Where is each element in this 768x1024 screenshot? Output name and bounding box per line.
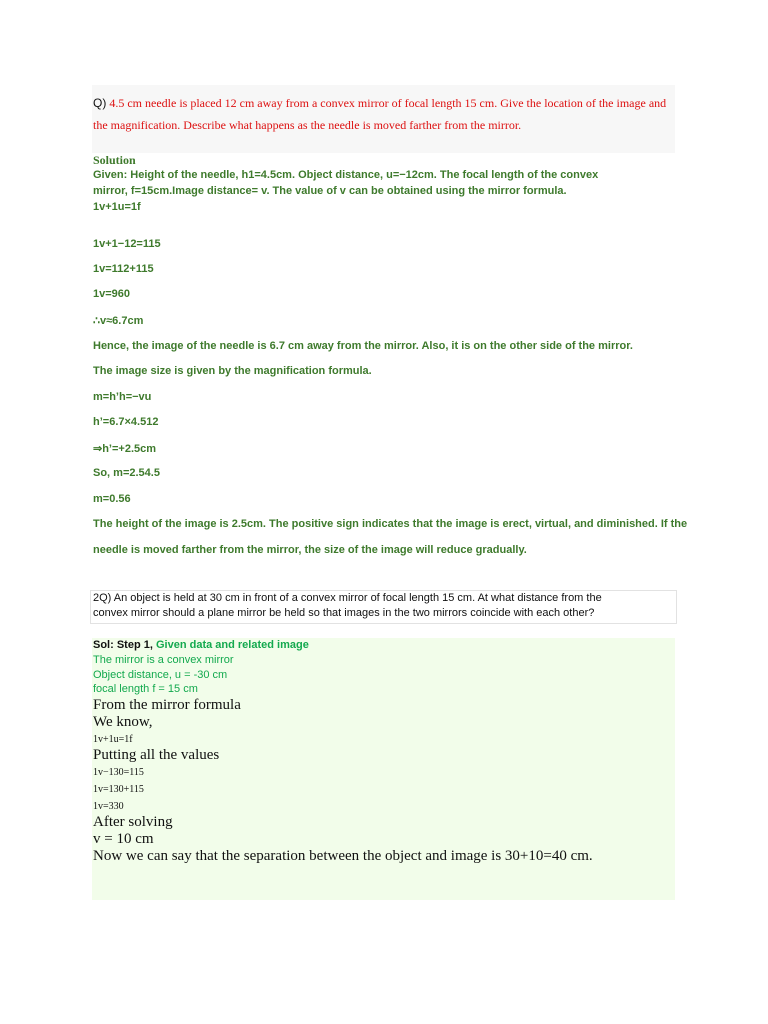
solution1-conclusion-line2: needle is moved farther from the mirror, the size of the image will reduce gradually. xyxy=(93,544,527,556)
question1-prefix: Q) xyxy=(93,96,107,110)
solution2-final: Now we can say that the separation between the object and image is 30+10=40 cm. xyxy=(93,848,593,864)
solution2-given3: focal length f = 15 cm xyxy=(93,683,198,695)
solution2-eq3: 1v=130+115 xyxy=(93,784,144,795)
solution2-mirror-formula: From the mirror formula xyxy=(93,697,241,713)
solution1-step3: 1v=960 xyxy=(93,288,131,300)
solution1-step2: 1v=112+115 xyxy=(93,263,154,275)
solution1-title: Solution xyxy=(93,153,136,167)
solution1-hence: Hence, the image of the needle is 6.7 cm away from the mirror. Also, it is on the other side of the mirror. xyxy=(93,340,633,352)
solution1-step4: ∴v≈6.7cm xyxy=(93,315,144,327)
solution2-after: After solving xyxy=(93,814,173,830)
solution2-given2: Object distance, u = -30 cm xyxy=(93,669,228,681)
solution1-conclusion-line1: The height of the image is 2.5cm. The positive sign indicates that the image is erect, virtual, and diminished. If the xyxy=(93,518,688,530)
solution1-mag3: ⇒h’=+2.5cm xyxy=(93,443,157,455)
solution2-step: Step 1, xyxy=(116,639,153,651)
solution2-given1: The mirror is a convex mirror xyxy=(93,654,234,666)
solution1-mag5: m=0.56 xyxy=(93,493,131,505)
question2-line1: 2Q) An object is held at 30 cm in front of a convex mirror of focal length 15 cm. At what distance from the xyxy=(93,592,602,604)
question1-line1 xyxy=(93,96,666,111)
solution1-formula: 1v+1u=1f xyxy=(93,201,141,213)
solution2-eq4: 1v=330 xyxy=(93,801,124,812)
solution1-given-line1: Given: Height of the needle, h1=4.5cm. Object distance, u=−12cm. The focal length of the convex xyxy=(93,169,599,181)
solution1-mag2: h’=6.7×4.512 xyxy=(93,416,159,428)
solution2-heading xyxy=(93,639,309,651)
solution1-mag4: So, m=2.54.5 xyxy=(93,467,160,479)
solution1-step1: 1v+1−12=115 xyxy=(93,238,161,250)
solution2-result: v = 10 cm xyxy=(93,831,154,847)
solution2-step-title: Given data and related image xyxy=(155,639,309,651)
solution2-eq2: 1v−130=115 xyxy=(93,767,144,778)
solution1-given-line2: mirror, f=15cm.Image distance= v. The value of v can be obtained using the mirror formula. xyxy=(93,185,567,197)
solution2-we-know: We know, xyxy=(93,714,153,730)
solution1-mag1: m=h’h=−vu xyxy=(93,391,152,403)
solution2-label: Sol: xyxy=(93,639,114,651)
question1-text: 4.5 cm needle is placed 12 cm away from a convex mirror of focal length 15 cm. Give the location of the image and xyxy=(109,96,667,110)
solution2-putting: Putting all the values xyxy=(93,747,220,763)
solution2-eq1: 1v+1u=1f xyxy=(93,734,133,745)
question1-line2: the magnification. Describe what happens as the needle is moved farther from the mirror. xyxy=(93,118,522,132)
question2-line2: convex mirror should a plane mirror be held so that images in the two mirrors coincide with each other? xyxy=(93,607,595,619)
solution1-image-size: The image size is given by the magnification formula. xyxy=(93,365,372,377)
